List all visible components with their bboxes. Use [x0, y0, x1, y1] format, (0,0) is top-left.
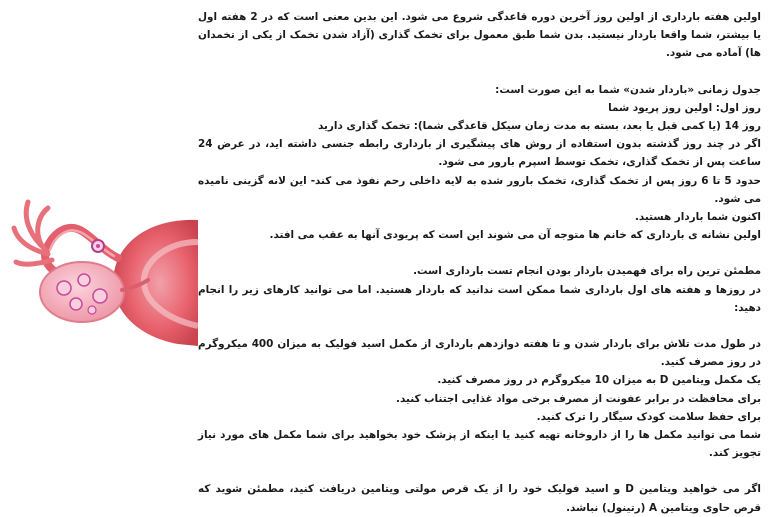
timeline-item: اگر در چند روز گذشته بدون استفاده از روش های پیشگیری از بارداری رابطه جنسی داشته اید، در عرض 24 ساعت پس از تخمک گذاری، تخمک توسط اسپرم بارور می شود. — [198, 138, 761, 169]
article-body — [198, 8, 761, 517]
reproductive-organs-illustration — [2, 180, 198, 346]
tip-item: شما می توانید مکمل ها را از داروخانه تهیه کنید یا اینکه از پزشک خود بخواهید برای شما مکمل های مورد نیاز تجویز کند. — [198, 429, 761, 460]
fimbriae — [14, 202, 52, 264]
tip-item: یک مکمل ویتامین D به میزان 10 میکروگرم در روز مصرف کنید. — [437, 374, 761, 387]
tip-item: برای حفظ سلامت کودک سیگار را ترک کنید. — [536, 410, 761, 423]
paragraph-gap — [198, 462, 761, 480]
egg-nucleus — [96, 244, 100, 248]
paragraph-gap — [198, 317, 761, 335]
timeline-heading: جدول زمانی «باردار شدن» شما به این صورت است: — [495, 83, 761, 96]
timeline-item: حدود 5 تا 6 روز پس از تخمک گذاری، تخمک بارور شده به لایه داخلی رحم نفوذ می کند- این لانه گزینی نامیده می شود. — [198, 174, 761, 205]
test-paragraph: مطمئن ترین راه برای فهمیدن باردار بودن انجام تست بارداری است. — [413, 265, 761, 278]
paragraph-gap — [198, 244, 761, 262]
timeline-item: روز اول: اولین روز پریود شما — [608, 101, 761, 114]
test-paragraph: در روزها و هفته های اول بارداری شما ممکن است ندانید که باردار هستید. اما می توانید کارهای زیر را انجام دهید: — [198, 283, 761, 314]
timeline-item: اکنون شما باردار هستید. — [634, 211, 761, 224]
follicle — [70, 298, 82, 310]
ovary — [40, 262, 124, 322]
tip-item: در طول مدت تلاش برای باردار شدن و تا هفته دوازدهم بارداری از مکمل اسید فولیک به میزان 400 میکروگرم در روز مصرف کنید. — [198, 338, 761, 369]
follicle — [88, 306, 96, 314]
intro-paragraph: اولین هفته بارداری از اولین روز آخرین دوره قاعدگی شروع می شود. این بدین معنی است که در 2 هفته اول یا بیشتر، شما واقعا باردار نیستید. بدن شما طبق معمول برای تخمک گذاری (آزاد شدن تخمک از یکی از تخمدان ها) آماده می شود. — [198, 11, 761, 60]
timeline-item: اولین نشانه ی بارداری که خانم ها متوجه آن می شوند این است که پریودی آنها به عقب می افتد. — [269, 229, 761, 242]
closing-paragraph: اگر می خواهید ویتامین D و اسید فولیک خود را از یک قرص مولتی ویتامین دریافت کنید، مطمئن شوید که قرص حاوی ویتامین A (رتینول) نباشد. — [198, 483, 761, 514]
uterus-body — [113, 220, 198, 346]
follicle — [78, 274, 90, 286]
paragraph-gap — [198, 63, 761, 81]
follicle — [93, 289, 107, 303]
timeline-item: روز 14 (یا کمی قبل یا بعد، بسته به مدت زمان سیکل قاعدگی شما): تخمک گذاری دارید — [318, 120, 761, 133]
follicle — [57, 281, 71, 295]
tip-item: برای محافظت در برابر عفونت از مصرف برخی مواد غذایی اجتناب کنید. — [396, 392, 761, 405]
